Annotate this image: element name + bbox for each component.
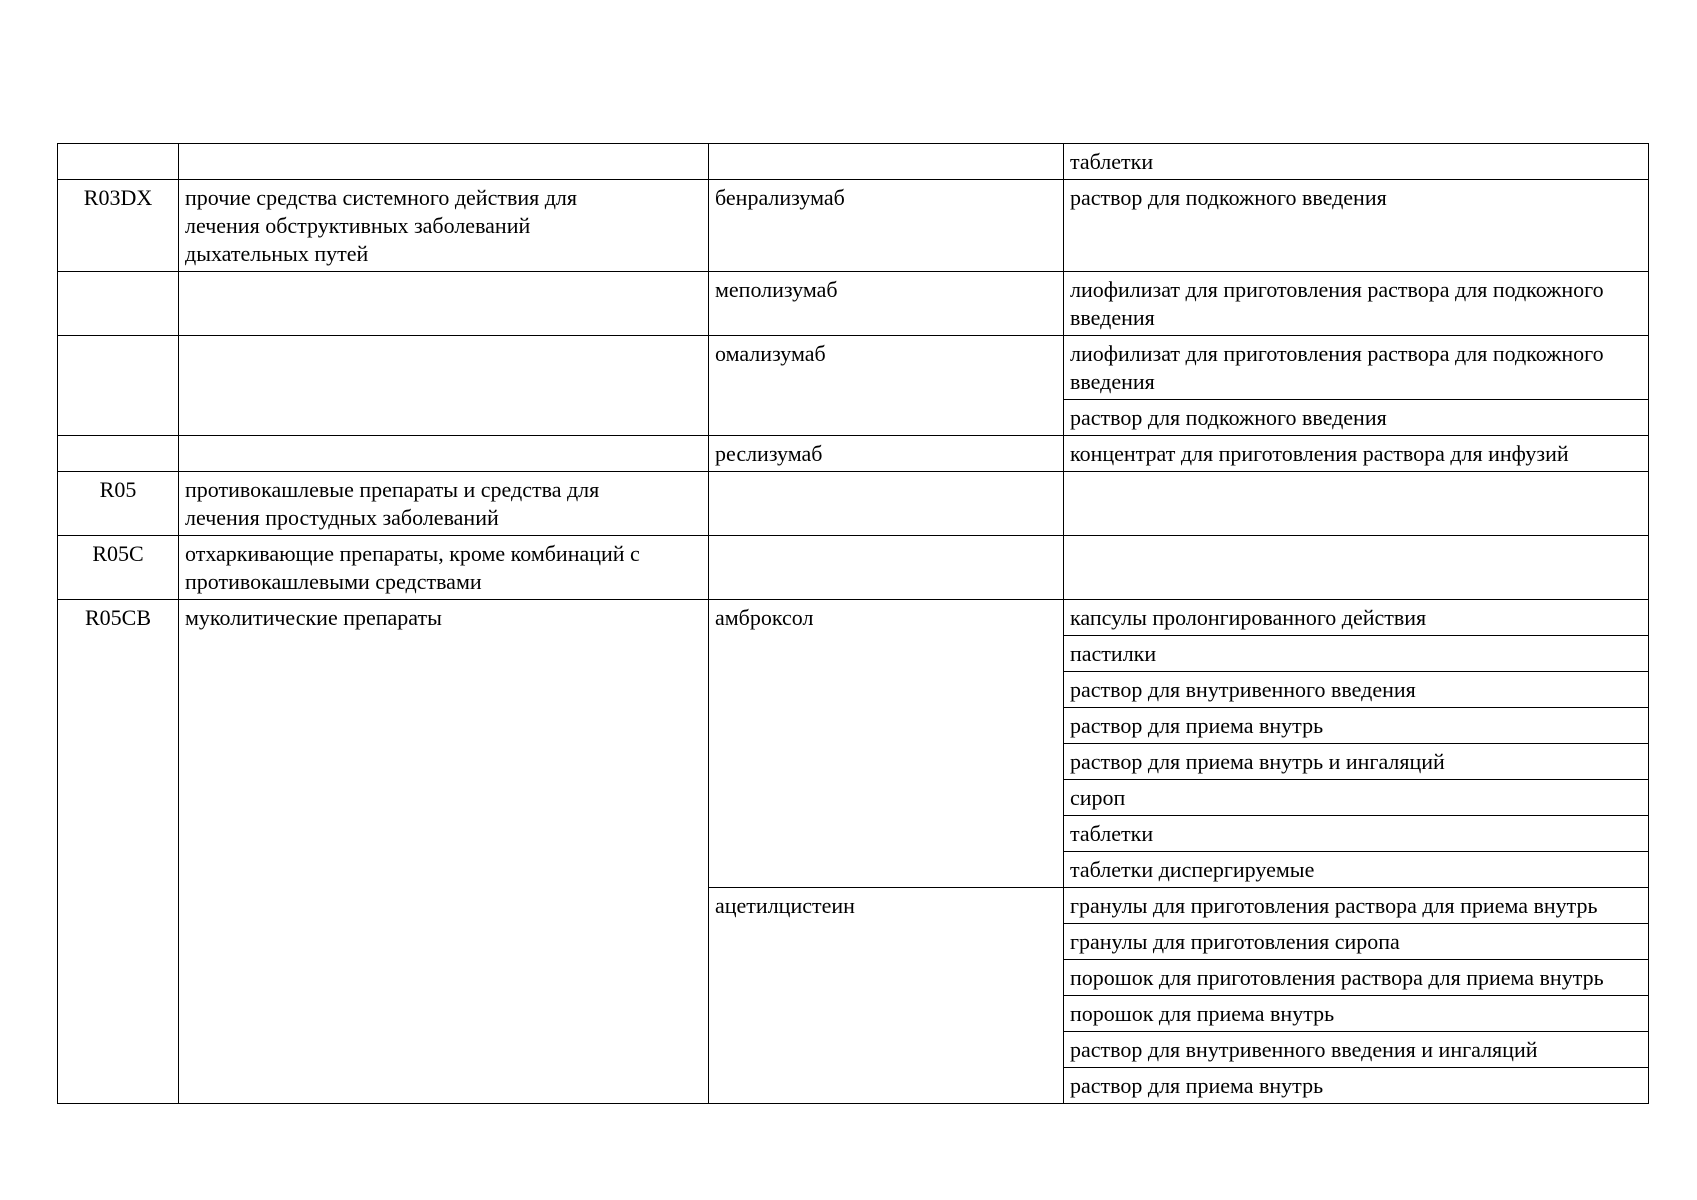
- table-row: [58, 144, 1649, 180]
- table-row: [58, 336, 1649, 400]
- dosage-form-cell: [1064, 272, 1649, 336]
- group-name-line: отхаркивающие препараты, кроме комбинаций с: [185, 541, 640, 566]
- group-name-cell: [179, 472, 709, 536]
- group-name-cell: муколитические препараты: [179, 600, 709, 1104]
- atc-code-cell: [58, 336, 179, 436]
- group-name-cell: [179, 536, 709, 600]
- group-name-line: противокашлевые препараты и средства для: [185, 477, 600, 502]
- dosage-form-cell: раствор для внутривенного введения и ингаляций: [1064, 1032, 1649, 1068]
- group-name-cell: [179, 272, 709, 336]
- dosage-form-text: лиофилизат для приготовления раствора для подкожного введения: [1070, 277, 1604, 330]
- inn-cell: [709, 144, 1064, 180]
- atc-code-cell: R03DX: [58, 180, 179, 272]
- table-row: [58, 472, 1649, 536]
- inn-cell: бенрализумаб: [709, 180, 1064, 272]
- dosage-form-cell: [1064, 336, 1649, 400]
- dosage-form-cell: таблетки диспергируемые: [1064, 852, 1649, 888]
- dosage-form-cell: таблетки: [1064, 816, 1649, 852]
- dosage-form-cell: концентрат для приготовления раствора для инфузий: [1064, 436, 1649, 472]
- dosage-form-cell: гранулы для приготовления сиропа: [1064, 924, 1649, 960]
- inn-cell: меполизумаб: [709, 272, 1064, 336]
- table-row: [58, 272, 1649, 336]
- atc-code-cell: R05: [58, 472, 179, 536]
- medication-table: [57, 143, 1649, 1104]
- group-name-line: лечения обструктивных заболеваний: [185, 213, 531, 238]
- atc-code-cell: [58, 436, 179, 472]
- atc-code-cell: [58, 272, 179, 336]
- inn-cell: реслизумаб: [709, 436, 1064, 472]
- group-name-cell: [179, 436, 709, 472]
- dosage-form-text: лиофилизат для приготовления раствора для подкожного введения: [1070, 341, 1604, 394]
- dosage-form-cell: капсулы пролонгированного действия: [1064, 600, 1649, 636]
- dosage-form-text: гранулы для приготовления раствора для приема внутрь: [1070, 893, 1598, 918]
- dosage-form-cell: [1064, 960, 1649, 996]
- table-row: [58, 180, 1649, 272]
- table-row: [58, 436, 1649, 472]
- dosage-form-cell: [1064, 536, 1649, 600]
- dosage-form-cell: раствор для приема внутрь: [1064, 708, 1649, 744]
- group-name-cell: [179, 336, 709, 436]
- dosage-form-text: порошок для приготовления раствора для приема внутрь: [1070, 965, 1604, 990]
- group-name-line: лечения простудных заболеваний: [185, 505, 499, 530]
- group-name-cell: [179, 144, 709, 180]
- dosage-form-cell: [1064, 888, 1649, 924]
- dosage-form-cell: пастилки: [1064, 636, 1649, 672]
- atc-code-cell: R05CB: [58, 600, 179, 1104]
- inn-cell: ацетилцистеин: [709, 888, 1064, 1104]
- atc-code-cell: R05C: [58, 536, 179, 600]
- atc-code-cell: [58, 144, 179, 180]
- table-row: [58, 600, 1649, 636]
- table-row: [58, 536, 1649, 600]
- dosage-form-cell: [1064, 472, 1649, 536]
- group-name-line: дыхательных путей: [185, 241, 369, 266]
- dosage-form-cell: раствор для внутривенного введения: [1064, 672, 1649, 708]
- dosage-form-cell: сироп: [1064, 780, 1649, 816]
- dosage-form-cell: раствор для приема внутрь: [1064, 1068, 1649, 1104]
- group-name-cell: [179, 180, 709, 272]
- inn-cell: [709, 536, 1064, 600]
- dosage-form-cell: порошок для приема внутрь: [1064, 996, 1649, 1032]
- group-name-line: противокашлевыми средствами: [185, 569, 482, 594]
- inn-cell: амброксол: [709, 600, 1064, 888]
- group-name-line: прочие средства системного действия для: [185, 185, 578, 210]
- inn-cell: омализумаб: [709, 336, 1064, 436]
- dosage-form-cell: раствор для приема внутрь и ингаляций: [1064, 744, 1649, 780]
- dosage-form-cell: раствор для подкожного введения: [1064, 400, 1649, 436]
- inn-cell: [709, 472, 1064, 536]
- dosage-form-cell: таблетки: [1064, 144, 1649, 180]
- dosage-form-cell: раствор для подкожного введения: [1064, 180, 1649, 272]
